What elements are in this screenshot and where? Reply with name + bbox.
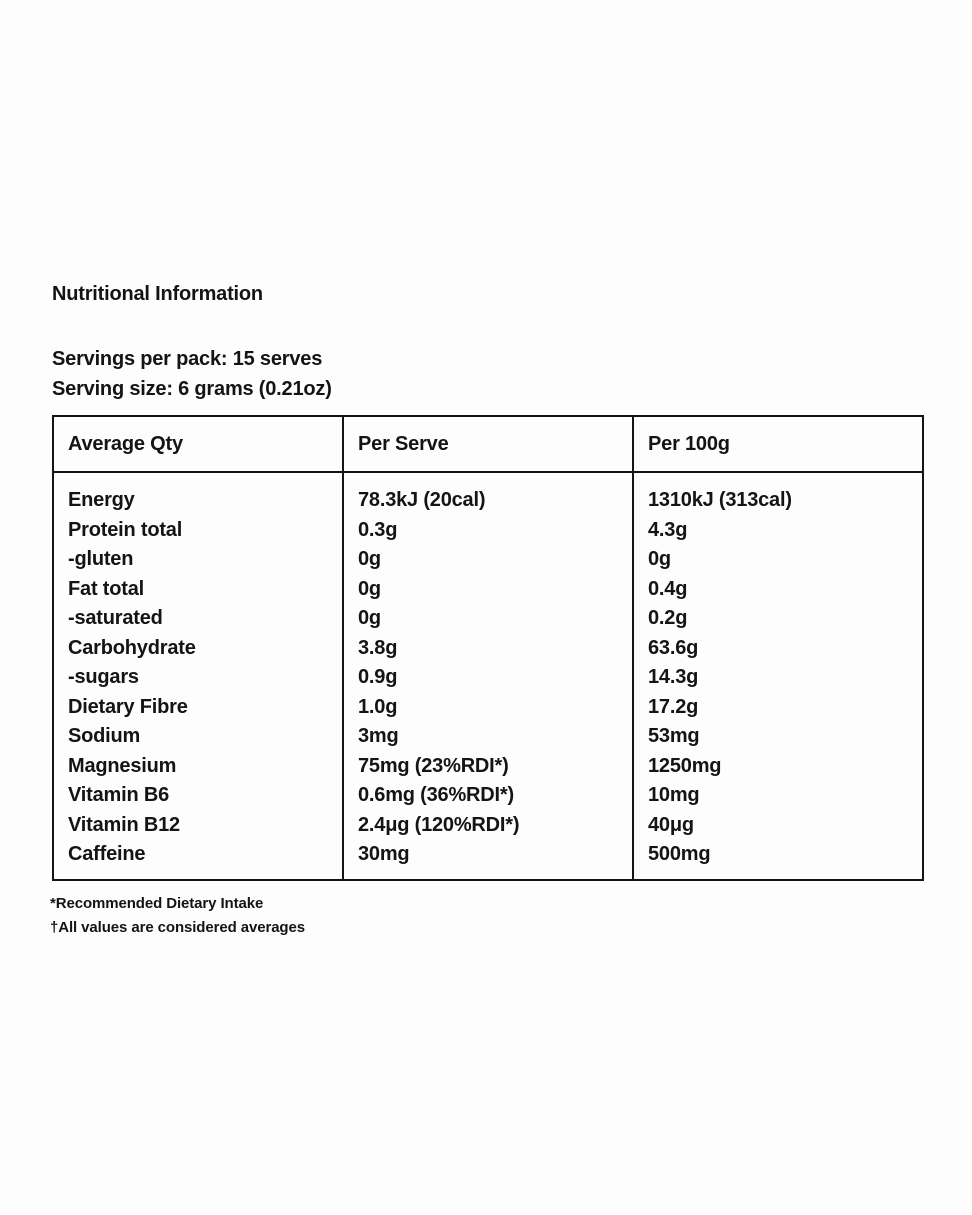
per-100g-cell: 500mg	[633, 840, 923, 880]
nutrient-name-cell: Vitamin B6	[68, 784, 169, 806]
per-serve-cell: 0.9g	[343, 663, 633, 693]
per-serve-cell: 0.6mg (36%RDI*)	[343, 781, 633, 811]
table-row	[53, 693, 923, 723]
table-row	[53, 722, 923, 752]
table-row	[53, 516, 923, 546]
table-row	[53, 663, 923, 693]
per-100g-cell: 10mg	[633, 781, 923, 811]
per-serve-cell: 75mg (23%RDI*)	[343, 752, 633, 782]
per-100g-cell: 17.2g	[633, 693, 923, 723]
per-100g-cell: 0.2g	[633, 604, 923, 634]
page-title: Nutritional Information	[52, 283, 263, 305]
per-serve-cell: 0g	[343, 545, 633, 575]
nutrient-name-cell: Caffeine	[68, 843, 146, 865]
per-serve-cell: 1.0g	[343, 693, 633, 723]
table-row	[53, 545, 923, 575]
nutrient-name-cell: Sodium	[68, 725, 141, 747]
nutrition-table	[52, 415, 924, 881]
header-average-qty: Average Qty	[53, 416, 343, 472]
nutrient-name-cell: Magnesium	[68, 754, 177, 777]
nutrient-name-cell: -saturated	[68, 607, 163, 629]
table-row	[53, 604, 923, 634]
table-row	[53, 840, 923, 880]
table-row	[53, 781, 923, 811]
table-row	[53, 811, 923, 841]
per-100g-cell: 53mg	[633, 722, 923, 752]
nutrient-name-cell: Dietary Fibre	[68, 695, 188, 718]
table-row	[53, 752, 923, 782]
per-serve-cell: 2.4μg (120%RDI*)	[343, 811, 633, 841]
per-serve-cell: 3mg	[343, 722, 633, 752]
serving-size: Serving size: 6 grams (0.21oz)	[52, 378, 332, 400]
per-100g-cell: 4.3g	[633, 516, 923, 546]
header-per-serve: Per Serve	[343, 416, 633, 472]
per-100g-cell: 0g	[633, 545, 923, 575]
footnote-rdi: *Recommended Dietary Intake	[50, 895, 264, 912]
per-serve-cell: 78.3kJ (20cal)	[343, 472, 633, 516]
per-serve-cell: 0g	[343, 575, 633, 605]
nutrient-name-cell: Fat total	[68, 577, 144, 600]
per-serve-cell: 0g	[343, 604, 633, 634]
header-per-100g: Per 100g	[633, 416, 923, 472]
table-header-row	[53, 416, 923, 472]
footnotes	[50, 892, 305, 940]
table-row	[53, 472, 923, 516]
per-100g-cell: 1250mg	[633, 752, 923, 782]
nutrient-name-cell: Carbohydrate	[68, 636, 196, 659]
serving-info	[52, 344, 332, 404]
nutrient-name-cell: Energy	[68, 489, 135, 511]
nutrition-table-body	[53, 472, 923, 880]
per-100g-cell: 63.6g	[633, 634, 923, 664]
nutrient-name-cell: -sugars	[68, 666, 139, 688]
footnote-averages: †All values are considered averages	[50, 919, 305, 936]
per-100g-cell: 1310kJ (313cal)	[633, 472, 923, 516]
per-100g-cell: 0.4g	[633, 575, 923, 605]
nutrient-name-cell: -gluten	[68, 548, 134, 570]
per-100g-cell: 14.3g	[633, 663, 923, 693]
per-serve-cell: 3.8g	[343, 634, 633, 664]
table-row	[53, 634, 923, 664]
per-serve-cell: 30mg	[343, 840, 633, 880]
table-row	[53, 575, 923, 605]
nutrient-name-cell: Protein total	[68, 518, 183, 541]
nutrient-name-cell: Vitamin B12	[68, 813, 180, 836]
per-serve-cell: 0.3g	[343, 516, 633, 546]
servings-per-pack: Servings per pack: 15 serves	[52, 348, 323, 370]
per-100g-cell: 40μg	[633, 811, 923, 841]
